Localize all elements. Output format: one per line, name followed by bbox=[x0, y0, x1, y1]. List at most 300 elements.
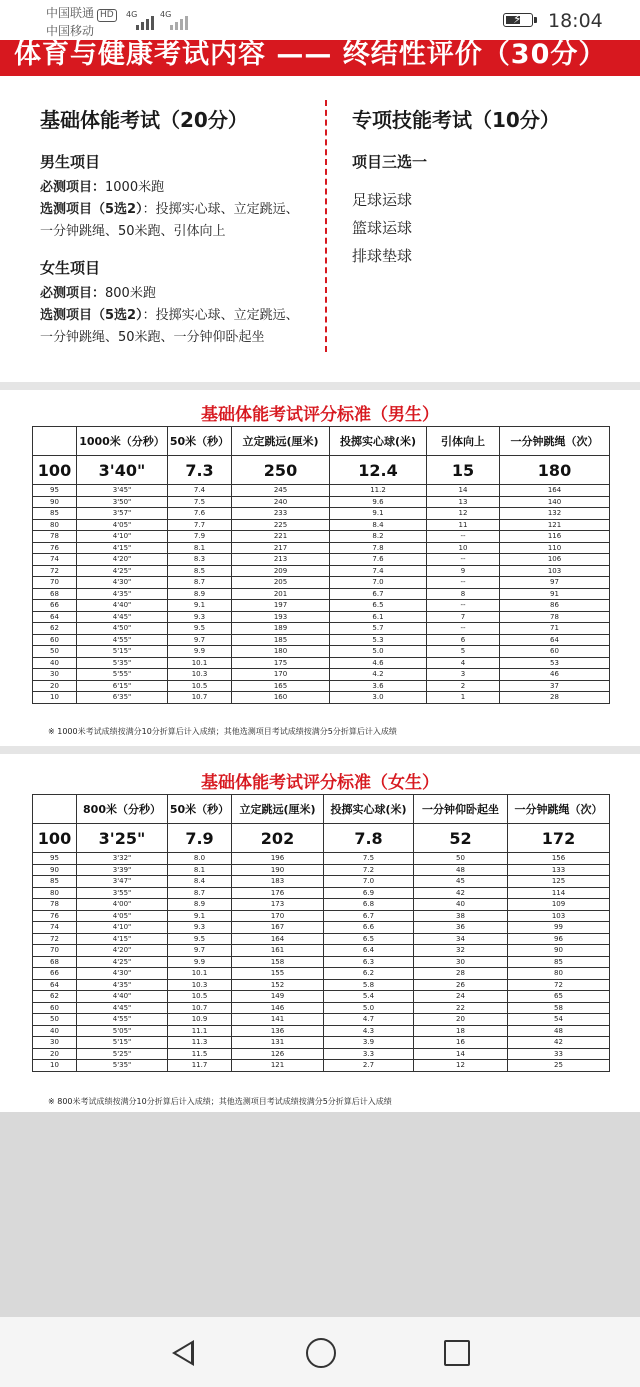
header-800m: 800米（分秒） bbox=[77, 795, 168, 824]
table-cell: 5.8 bbox=[324, 979, 414, 991]
table-cell: 175 bbox=[232, 657, 330, 669]
table-cell: 201 bbox=[232, 588, 330, 600]
table-cell: 11 bbox=[427, 519, 500, 531]
header-score bbox=[33, 427, 77, 456]
network-type-1: 4G bbox=[126, 10, 138, 19]
table-cell: 72 bbox=[33, 565, 77, 577]
table-cell: 125 bbox=[508, 876, 610, 888]
table-cell: 7.2 bbox=[324, 864, 414, 876]
table-cell: 99 bbox=[508, 922, 610, 934]
header-shot-put: 投掷实心球(米) bbox=[324, 795, 414, 824]
section-separator-2 bbox=[0, 746, 640, 754]
table-cell: 38 bbox=[414, 910, 508, 922]
table-cell: 170 bbox=[232, 910, 324, 922]
table-cell: 8.4 bbox=[330, 519, 427, 531]
table-cell: 71 bbox=[500, 623, 610, 635]
table-cell: 5'25" bbox=[77, 1048, 168, 1060]
boys-table-title: 基础体能考试评分标准（男生） bbox=[201, 405, 439, 425]
table-cell: 9.6 bbox=[330, 496, 427, 508]
table-cell: -- bbox=[427, 600, 500, 612]
table-cell: 48 bbox=[508, 1025, 610, 1037]
header-score bbox=[33, 795, 77, 824]
table-cell: 53 bbox=[500, 657, 610, 669]
table-cell: 209 bbox=[232, 565, 330, 577]
table-cell: 50 bbox=[33, 1014, 77, 1026]
table-cell: 8.5 bbox=[168, 565, 232, 577]
column-divider bbox=[325, 100, 327, 352]
table-cell: 116 bbox=[500, 531, 610, 543]
table-cell: 68 bbox=[33, 956, 77, 968]
table-cell: 4'15" bbox=[77, 542, 168, 554]
table-cell: 6.5 bbox=[330, 600, 427, 612]
table-row bbox=[33, 1025, 610, 1037]
table-cell: 10.7 bbox=[168, 1002, 232, 1014]
table-cell: 30 bbox=[33, 669, 77, 681]
table-cell: 10 bbox=[33, 692, 77, 704]
table-cell: 9.7 bbox=[168, 634, 232, 646]
table-cell: 5 bbox=[427, 646, 500, 658]
table-cell: 6 bbox=[427, 634, 500, 646]
table-cell: 161 bbox=[232, 945, 324, 957]
table-cell: 173 bbox=[232, 899, 324, 911]
table-row bbox=[33, 853, 610, 865]
girls-table-note: ※ 800米考试成绩按满分10分折算后计入成绩；其他选测项目考试成绩按满分5分折算后计入成绩 bbox=[48, 1097, 392, 1106]
table-cell: 109 bbox=[508, 899, 610, 911]
table-cell: -- bbox=[427, 554, 500, 566]
table-cell: 4'10" bbox=[77, 922, 168, 934]
header-sit-up: 一分钟仰卧起坐 bbox=[414, 795, 508, 824]
table-cell: 64 bbox=[500, 634, 610, 646]
table-cell: 170 bbox=[232, 669, 330, 681]
table-row bbox=[33, 910, 610, 922]
table-cell: 10.7 bbox=[168, 692, 232, 704]
table-cell: 121 bbox=[500, 519, 610, 531]
table-cell: 225 bbox=[232, 519, 330, 531]
table-cell: 4'35" bbox=[77, 588, 168, 600]
table-cell: 8.0 bbox=[168, 853, 232, 865]
table-cell: 6.5 bbox=[324, 933, 414, 945]
table-cell: 158 bbox=[232, 956, 324, 968]
battery-charging-icon: ⚡ bbox=[503, 13, 533, 27]
table-cell: 5'05" bbox=[77, 1025, 168, 1037]
header-50m: 50米（秒） bbox=[168, 795, 232, 824]
table-cell: 4.6 bbox=[330, 657, 427, 669]
table-cell: 45 bbox=[414, 876, 508, 888]
table-cell: 7.5 bbox=[324, 853, 414, 865]
table-cell: 65 bbox=[508, 991, 610, 1003]
table-cell: 9.5 bbox=[168, 933, 232, 945]
table-cell: 110 bbox=[500, 542, 610, 554]
table-cell: 6.3 bbox=[324, 956, 414, 968]
table-row bbox=[33, 1037, 610, 1049]
table-cell: 80 bbox=[508, 968, 610, 980]
table-cell: 9.1 bbox=[168, 910, 232, 922]
table-cell: 3.0 bbox=[330, 692, 427, 704]
girls-optional-cont: 一分钟跳绳、50米跑、一分钟仰卧起坐 bbox=[40, 330, 265, 345]
table-cell: 78 bbox=[33, 899, 77, 911]
table-cell: -- bbox=[427, 623, 500, 635]
table-cell: 193 bbox=[232, 611, 330, 623]
table-row bbox=[33, 899, 610, 911]
table-cell: 60 bbox=[33, 1002, 77, 1014]
table-cell: 5'15" bbox=[77, 1037, 168, 1049]
table-cell: 4'30" bbox=[77, 577, 168, 589]
table-cell: 76 bbox=[33, 542, 77, 554]
boys-required: 必测项目：1000米跑 bbox=[40, 180, 165, 195]
network-type-2: 4G bbox=[160, 10, 172, 19]
boys-table-note: ※ 1000米考试成绩按满分10分折算后计入成绩；其他选测项目考试成绩按满分5分折算后计入成绩 bbox=[48, 727, 397, 736]
table-cell: 26 bbox=[414, 979, 508, 991]
table-cell: 6.7 bbox=[324, 910, 414, 922]
table-header-row bbox=[33, 427, 610, 456]
table-cell: 3.3 bbox=[324, 1048, 414, 1060]
table-cell: 4.2 bbox=[330, 669, 427, 681]
table-row bbox=[33, 1014, 610, 1026]
table-cell: 213 bbox=[232, 554, 330, 566]
table-cell: 42 bbox=[508, 1037, 610, 1049]
table-cell: 50 bbox=[33, 646, 77, 658]
table-row-full-score: 100 3'25" 7.9 202 7.8 52 172 bbox=[33, 824, 610, 853]
skill-item-football: 足球运球 bbox=[352, 191, 413, 209]
table-cell: 4'55" bbox=[77, 1014, 168, 1026]
table-cell: 240 bbox=[232, 496, 330, 508]
skill-exam-heading: 专项技能考试（10分） bbox=[352, 108, 560, 132]
table-cell: 2.7 bbox=[324, 1060, 414, 1072]
skill-item-volleyball: 排球垫球 bbox=[352, 247, 413, 265]
table-cell: 4.7 bbox=[324, 1014, 414, 1026]
table-cell: 7.8 bbox=[330, 542, 427, 554]
table-cell: 8.7 bbox=[168, 577, 232, 589]
table-cell: 4'40" bbox=[77, 991, 168, 1003]
carrier-1: 中国联通 HD bbox=[46, 4, 117, 22]
table-row bbox=[33, 508, 610, 520]
table-cell: 4'45" bbox=[77, 1002, 168, 1014]
table-cell: 95 bbox=[33, 853, 77, 865]
table-cell: 3 bbox=[427, 669, 500, 681]
table-cell: 40 bbox=[33, 1025, 77, 1037]
table-row bbox=[33, 968, 610, 980]
table-cell: 85 bbox=[33, 508, 77, 520]
header-long-jump: 立定跳远(厘米) bbox=[232, 795, 324, 824]
table-row bbox=[33, 991, 610, 1003]
table-cell: 80 bbox=[33, 519, 77, 531]
table-cell: 18 bbox=[414, 1025, 508, 1037]
table-cell: 70 bbox=[33, 945, 77, 957]
table-cell: 6'15" bbox=[77, 680, 168, 692]
table-cell: 4'25" bbox=[77, 956, 168, 968]
table-cell: 42 bbox=[414, 887, 508, 899]
table-cell: 6.1 bbox=[330, 611, 427, 623]
table-cell: 4'25" bbox=[77, 565, 168, 577]
table-cell: 20 bbox=[414, 1014, 508, 1026]
table-cell: 190 bbox=[232, 864, 324, 876]
table-cell: 50 bbox=[414, 853, 508, 865]
table-cell: 64 bbox=[33, 979, 77, 991]
girls-optional: 选测项目（5选2）：投掷实心球、立定跳远、 bbox=[40, 308, 299, 323]
table-cell: 4'50" bbox=[77, 623, 168, 635]
table-cell: 164 bbox=[500, 485, 610, 497]
table-cell: 126 bbox=[232, 1048, 324, 1060]
table-cell: 9.3 bbox=[168, 611, 232, 623]
table-cell: 60 bbox=[500, 646, 610, 658]
table-row bbox=[33, 600, 610, 612]
table-cell: 4'20" bbox=[77, 554, 168, 566]
table-cell: 3.6 bbox=[330, 680, 427, 692]
title-banner bbox=[0, 40, 640, 76]
table-cell: 25 bbox=[508, 1060, 610, 1072]
table-row bbox=[33, 680, 610, 692]
table-cell: 85 bbox=[508, 956, 610, 968]
girls-items-title: 女生项目 bbox=[40, 259, 101, 277]
table-cell: 95 bbox=[33, 485, 77, 497]
table-cell: 70 bbox=[33, 577, 77, 589]
table-row bbox=[33, 634, 610, 646]
table-cell: 24 bbox=[414, 991, 508, 1003]
table-cell: 10.9 bbox=[168, 1014, 232, 1026]
table-cell: 4'40" bbox=[77, 600, 168, 612]
table-cell: 131 bbox=[232, 1037, 324, 1049]
fitness-exam-heading: 基础体能考试（20分） bbox=[40, 108, 248, 132]
table-cell: 149 bbox=[232, 991, 324, 1003]
table-row bbox=[33, 577, 610, 589]
table-cell: 8.1 bbox=[168, 864, 232, 876]
boys-score-table bbox=[32, 426, 610, 704]
table-cell: 141 bbox=[232, 1014, 324, 1026]
table-cell: 10 bbox=[427, 542, 500, 554]
table-cell: 72 bbox=[33, 933, 77, 945]
table-cell: 6.8 bbox=[324, 899, 414, 911]
table-cell: 4'05" bbox=[77, 910, 168, 922]
table-cell: 7.9 bbox=[168, 531, 232, 543]
table-cell: 14 bbox=[427, 485, 500, 497]
boys-optional: 选测项目（5选2）：投掷实心球、立定跳远、 bbox=[40, 202, 299, 217]
table-cell: 10.1 bbox=[168, 968, 232, 980]
table-cell: 5.0 bbox=[330, 646, 427, 658]
table-cell: 10 bbox=[33, 1060, 77, 1072]
table-cell: 32 bbox=[414, 945, 508, 957]
girls-required: 必测项目：800米跑 bbox=[40, 286, 156, 301]
table-cell: 8.9 bbox=[168, 588, 232, 600]
header-long-jump: 立定跳远(厘米) bbox=[232, 427, 330, 456]
table-cell: 10.3 bbox=[168, 979, 232, 991]
table-cell: 58 bbox=[508, 1002, 610, 1014]
table-cell: 189 bbox=[232, 623, 330, 635]
table-cell: 85 bbox=[33, 876, 77, 888]
table-row bbox=[33, 485, 610, 497]
table-cell: 7.4 bbox=[168, 485, 232, 497]
header-shot-put: 投掷实心球(米) bbox=[330, 427, 427, 456]
table-cell: 160 bbox=[232, 692, 330, 704]
section-separator bbox=[0, 382, 640, 390]
table-cell: 3'57" bbox=[77, 508, 168, 520]
skill-subtitle: 项目三选一 bbox=[352, 153, 428, 171]
table-cell: 3'55" bbox=[77, 887, 168, 899]
carrier-2: 中国移动 bbox=[46, 24, 95, 38]
table-cell: 4'20" bbox=[77, 945, 168, 957]
table-cell: -- bbox=[427, 577, 500, 589]
table-cell: 78 bbox=[33, 531, 77, 543]
table-cell: 11.2 bbox=[330, 485, 427, 497]
table-row bbox=[33, 876, 610, 888]
table-cell: 8.3 bbox=[168, 554, 232, 566]
recent-apps-icon[interactable] bbox=[444, 1340, 470, 1366]
table-row bbox=[33, 979, 610, 991]
table-cell: 6'35" bbox=[77, 692, 168, 704]
table-cell: 9.1 bbox=[168, 600, 232, 612]
table-cell: 9.9 bbox=[168, 646, 232, 658]
table-cell: 13 bbox=[427, 496, 500, 508]
table-row bbox=[33, 623, 610, 635]
table-cell: 4'30" bbox=[77, 968, 168, 980]
header-rope-skip: 一分钟跳绳（次） bbox=[500, 427, 610, 456]
table-cell: 5.7 bbox=[330, 623, 427, 635]
table-cell: 3'50" bbox=[77, 496, 168, 508]
table-cell: 48 bbox=[414, 864, 508, 876]
table-cell: -- bbox=[427, 531, 500, 543]
table-cell: 9 bbox=[427, 565, 500, 577]
table-cell: 4'15" bbox=[77, 933, 168, 945]
table-cell: 3'39" bbox=[77, 864, 168, 876]
table-cell: 152 bbox=[232, 979, 324, 991]
table-cell: 3'47" bbox=[77, 876, 168, 888]
table-cell: 7.5 bbox=[168, 496, 232, 508]
table-cell: 10.1 bbox=[168, 657, 232, 669]
table-cell: 4 bbox=[427, 657, 500, 669]
girls-table-title: 基础体能考试评分标准（女生） bbox=[201, 773, 439, 793]
table-header-row bbox=[33, 795, 610, 824]
table-cell: 68 bbox=[33, 588, 77, 600]
table-cell: 4'05" bbox=[77, 519, 168, 531]
table-cell: 133 bbox=[508, 864, 610, 876]
table-cell: 140 bbox=[500, 496, 610, 508]
table-cell: 11.7 bbox=[168, 1060, 232, 1072]
table-cell: 6.7 bbox=[330, 588, 427, 600]
table-cell: 4'10" bbox=[77, 531, 168, 543]
table-cell: 20 bbox=[33, 1048, 77, 1060]
table-row bbox=[33, 657, 610, 669]
table-cell: 5'55" bbox=[77, 669, 168, 681]
table-row bbox=[33, 531, 610, 543]
table-cell: 155 bbox=[232, 968, 324, 980]
table-cell: 3'32" bbox=[77, 853, 168, 865]
signal-icon bbox=[136, 12, 154, 30]
table-cell: 156 bbox=[508, 853, 610, 865]
table-cell: 62 bbox=[33, 623, 77, 635]
header-1000m: 1000米（分秒） bbox=[77, 427, 168, 456]
table-row bbox=[33, 864, 610, 876]
table-row bbox=[33, 922, 610, 934]
signal-icon-secondary bbox=[170, 12, 188, 30]
table-row-full-score: 100 3'40" 7.3 250 12.4 15 180 bbox=[33, 456, 610, 485]
table-cell: 7.0 bbox=[330, 577, 427, 589]
table-cell: 10.5 bbox=[168, 991, 232, 1003]
table-row bbox=[33, 1002, 610, 1014]
table-row bbox=[33, 1048, 610, 1060]
table-cell: 60 bbox=[33, 634, 77, 646]
table-row bbox=[33, 542, 610, 554]
table-cell: 54 bbox=[508, 1014, 610, 1026]
table-cell: 165 bbox=[232, 680, 330, 692]
table-row bbox=[33, 945, 610, 957]
table-cell: 2 bbox=[427, 680, 500, 692]
table-cell: 196 bbox=[232, 853, 324, 865]
girls-score-table bbox=[32, 794, 610, 1072]
hd-badge: HD bbox=[97, 9, 117, 22]
table-cell: 146 bbox=[232, 1002, 324, 1014]
table-cell: 66 bbox=[33, 968, 77, 980]
table-cell: 9.5 bbox=[168, 623, 232, 635]
table-row bbox=[33, 554, 610, 566]
table-cell: 74 bbox=[33, 554, 77, 566]
table-cell: 22 bbox=[414, 1002, 508, 1014]
table-cell: 40 bbox=[33, 657, 77, 669]
table-cell: 205 bbox=[232, 577, 330, 589]
table-cell: 40 bbox=[414, 899, 508, 911]
table-cell: 183 bbox=[232, 876, 324, 888]
table-cell: 7.0 bbox=[324, 876, 414, 888]
table-cell: 12 bbox=[427, 508, 500, 520]
table-row bbox=[33, 692, 610, 704]
table-cell: 11.3 bbox=[168, 1037, 232, 1049]
table-cell: 121 bbox=[232, 1060, 324, 1072]
table-cell: 103 bbox=[500, 565, 610, 577]
table-cell: 3'45" bbox=[77, 485, 168, 497]
empty-area bbox=[0, 1112, 640, 1317]
table-row bbox=[33, 1060, 610, 1072]
table-cell: 132 bbox=[500, 508, 610, 520]
table-cell: 7.7 bbox=[168, 519, 232, 531]
table-cell: 8.4 bbox=[168, 876, 232, 888]
table-cell: 10.5 bbox=[168, 680, 232, 692]
table-cell: 185 bbox=[232, 634, 330, 646]
table-cell: 180 bbox=[232, 646, 330, 658]
table-cell: 90 bbox=[33, 864, 77, 876]
table-cell: 167 bbox=[232, 922, 324, 934]
table-cell: 90 bbox=[33, 496, 77, 508]
table-cell: 74 bbox=[33, 922, 77, 934]
table-cell: 9.7 bbox=[168, 945, 232, 957]
table-cell: 20 bbox=[33, 680, 77, 692]
intro-section bbox=[0, 76, 640, 382]
status-bar bbox=[0, 0, 640, 40]
table-cell: 136 bbox=[232, 1025, 324, 1037]
table-cell: 4'00" bbox=[77, 899, 168, 911]
table-cell: 3.9 bbox=[324, 1037, 414, 1049]
table-cell: 4.3 bbox=[324, 1025, 414, 1037]
table-cell: 72 bbox=[508, 979, 610, 991]
clock: 18:04 bbox=[548, 10, 603, 32]
table-cell: 86 bbox=[500, 600, 610, 612]
table-cell: 5'35" bbox=[77, 1060, 168, 1072]
table-cell: 36 bbox=[414, 922, 508, 934]
table-cell: 221 bbox=[232, 531, 330, 543]
table-row bbox=[33, 565, 610, 577]
table-cell: 8.1 bbox=[168, 542, 232, 554]
table-cell: 96 bbox=[508, 933, 610, 945]
table-cell: 6.2 bbox=[324, 968, 414, 980]
table-cell: 245 bbox=[232, 485, 330, 497]
table-cell: 103 bbox=[508, 910, 610, 922]
table-cell: 176 bbox=[232, 887, 324, 899]
table-cell: 11.5 bbox=[168, 1048, 232, 1060]
home-icon[interactable] bbox=[306, 1338, 336, 1368]
table-row bbox=[33, 588, 610, 600]
table-cell: 16 bbox=[414, 1037, 508, 1049]
table-cell: 76 bbox=[33, 910, 77, 922]
table-row bbox=[33, 956, 610, 968]
table-cell: 97 bbox=[500, 577, 610, 589]
table-cell: 6.4 bbox=[324, 945, 414, 957]
